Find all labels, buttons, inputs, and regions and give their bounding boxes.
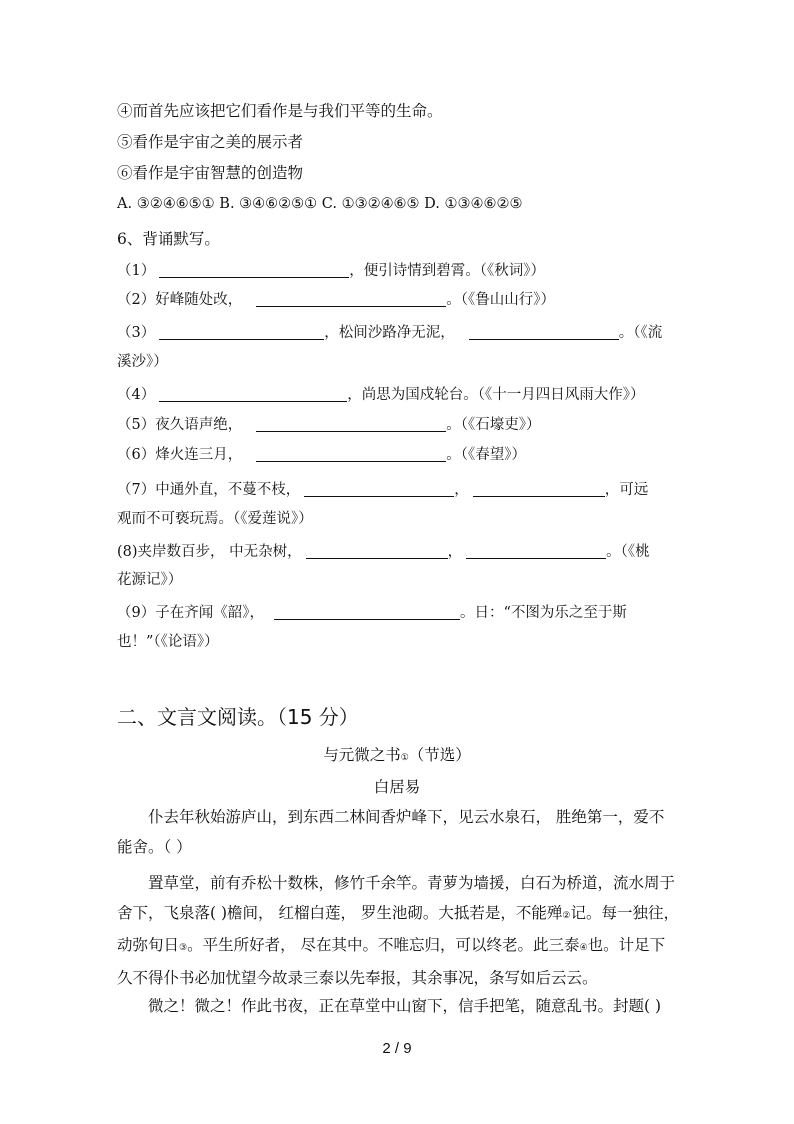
answer-blank[interactable] [256,290,446,307]
passage-title-suffix: （节选） [408,746,471,764]
question-number: （3） [117,325,156,341]
question-number: （1） [117,263,156,279]
question-text: 。（《石壕吏》） [446,417,541,433]
question-7-continued: 观而不可亵玩焉。（《爱莲说》） [117,511,313,527]
passage-title-text: 与元微之书 [323,746,401,764]
question-text: 夹岸数百步， 中无杂树， [137,544,302,560]
question-5 [117,415,540,435]
question-text: ，可远 [604,482,649,498]
question-text: ，松间沙路净无泥， [324,325,455,341]
passage-author: 白居易 [373,778,421,796]
question-text: 好峰随处改， [155,292,243,308]
question-9-continued: 也！”（《论语》） [117,634,219,650]
answer-blank[interactable] [469,323,619,340]
recitation-title: 6、背诵默写。 [117,230,220,248]
question-text: 中通外直，不蔓不枝， [155,482,301,498]
question-text: 夜久语声绝， [155,417,243,433]
footnote-marker: ③ [179,943,188,953]
question-text: 。（《流 [618,325,663,341]
passage-title [0,745,794,768]
answer-blank[interactable] [159,385,347,402]
question-text: ， [454,482,469,498]
passage-paragraph-1: 仆去年秋始游庐山，到东西二林间香炉峰下，见云水泉石， 胜绝第一，爱不能舍。（ ） [117,808,665,856]
answer-blank[interactable] [466,542,606,559]
question-text: 。（《桃 [606,544,650,560]
footnote-marker: ④ [579,943,588,953]
question-number: （9） [117,605,156,621]
question-text: 。（《春望》） [446,447,526,463]
question-number: (8) [117,544,138,560]
question-number: （2） [117,292,156,308]
question-8-continued: 花源记》） [117,572,183,588]
option-item-4: ④而首先应该把它们看作是与我们平等的生命。 [117,102,443,120]
paragraph-text: 置草堂，前有乔松十数株，修竹千余竿。青萝为墙援，白石为桥道，流水周于舍下，飞泉落( )檐间， 红榴白莲， 罗生池砌。大抵若是，不能殚 [117,874,676,922]
question-3 [117,323,662,343]
answer-blank[interactable] [274,603,460,620]
question-number: （6） [117,447,156,463]
answer-blank[interactable] [473,480,605,497]
passage-paragraph-3: 微之！微之！作此书夜，正在草堂中山窗下，信手把笔，随意乱书。封题( ) [148,997,662,1015]
option-item-5: ⑤看作是宇宙之美的展示者 [117,133,304,151]
passage-paragraph-2 [117,869,679,993]
question-text: 。（《鲁山山行》） [446,292,555,308]
question-8 [117,542,650,562]
answer-blank[interactable] [256,415,446,432]
answer-blank[interactable] [159,323,324,340]
question-text: ，便引诗情到碧霄。（《秋词》） [349,263,545,279]
question-text: 。日：“不图为乐之至于斯 [459,605,627,621]
question-text: ， [447,544,463,560]
option-item-6: ⑥看作是宇宙智慧的创造物 [117,164,304,182]
question-text: 子在齐闻《韶》， [155,605,264,621]
paragraph-text: 。平生所好者， 尽在其中。不唯忘归，可以终老。此三泰 [187,936,580,954]
question-1 [117,261,545,281]
question-number: （7） [117,482,156,498]
answer-blank[interactable] [304,480,454,497]
question-6 [117,445,526,465]
paragraph-text: 也。计足下久不得仆书必加忧望今故录三泰以先奉报，其余事况，条写如后云云。 [117,936,666,987]
answer-blank[interactable] [306,542,448,559]
question-text: ，尚思为国戍轮台。（《十一月四日风雨大作》） [347,387,645,403]
section-heading: 二、文言文阅读。（15 分） [117,705,359,729]
footnote-marker: ② [562,910,571,921]
question-text: 烽火连三月， [155,447,243,463]
question-number: （4） [117,387,156,403]
question-4 [117,385,644,405]
question-9 [117,603,627,623]
question-3-continued: 溪沙》） [117,354,168,370]
footnote-marker: ① [400,753,409,763]
question-7 [117,480,648,500]
question-number: （5） [117,417,156,433]
answer-blank[interactable] [159,261,349,278]
page-number: 2 / 9 [382,1040,412,1057]
paragraph-text: 记。每一独往，动弥旬日 [117,903,679,954]
answer-blank[interactable] [256,445,446,462]
question-2 [117,290,555,310]
answer-options: A. ③②④⑥⑤① B. ③④⑥②⑤① C. ①③②④⑥⑤ D. ①③④⑥②⑤ [117,196,523,212]
